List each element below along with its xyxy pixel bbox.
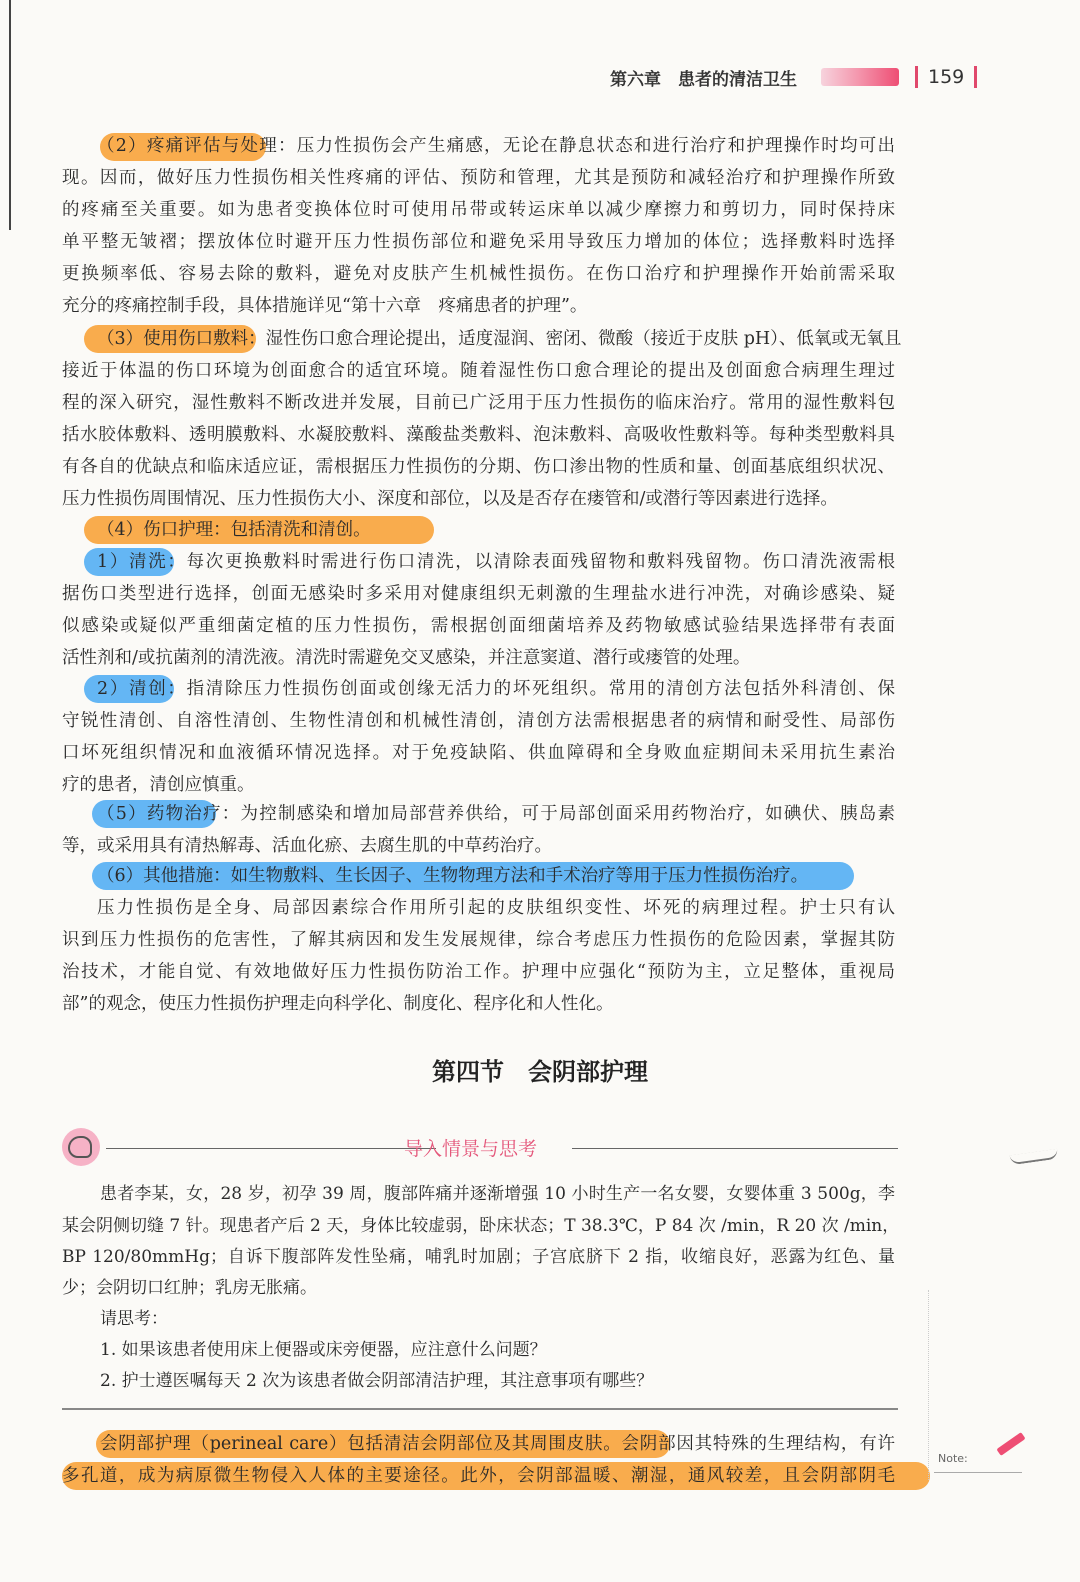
divider [572,1148,898,1149]
header-divider [915,66,918,88]
pen-stroke [1010,1149,1059,1166]
body-line: 括水胶体敷料、透明膜敷料、水凝胶敷料、藻酸盐类敷料、泡沫敷料、高吸收性敷料等。每种类型敷料具 [62,425,895,445]
body-line: 接近于体温的伤口环境为创面愈合的适宜环境。随着湿性伤口愈合理论的提出及创面愈合病理生理过 [62,361,895,381]
case-line: 少；会阴切口红肿；乳房无胀痛。 [62,1278,317,1298]
case-line: 患者李某，女，28 岁，初孕 39 周，腹部阵痛并逐渐增强 10 小时生产一名女婴，女婴体重 3 500g，李 [100,1184,895,1204]
divider [62,1408,898,1410]
header-divider [974,66,977,88]
body-line: （2）疼痛评估与处理：压力性损伤会产生痛感，无论在静息状态和进行治疗和护理操作时均可出 [97,136,895,156]
binding-line [9,0,11,230]
body-line: 据伤口类型进行选择，创面无感染时多采用对健康组织无刺激的生理盐水进行冲洗，对确诊感染、疑 [62,584,895,604]
body-line: 口坏死组织情况和血液循环情况选择。对于免疫缺陷、供血障碍和全身败血症期间未采用抗生素治 [62,743,895,763]
body-line: 治技术，才能自觉、有效地做好压力性损伤防治工作。护理中应强化“预防为主，立足整体，重视局 [62,962,895,982]
page-number: 159 [928,66,965,88]
body-line: 更换频率低、容易去除的敷料，避免对皮肤产生机械性损伤。在伤口治疗和护理操作开始前需采取 [62,264,895,284]
body-line: 单平整无皱褶；摆放体位时避开压力性损伤部位和避免采用导致压力增加的体位；选择敷料时选择 [62,232,895,252]
body-line: 会阴部护理（perineal care）包括清洁会阴部位及其周围皮肤。会阴部因其特殊的生理结构，有许 [100,1434,895,1454]
body-line: 的疼痛至关重要。如为患者变换体位时可使用吊带或转运床单以减少摩擦力和剪切力，同时保持床 [62,200,895,220]
body-line: 部”的观念，使压力性损伤护理走向科学化、制度化、程序化和人性化。 [62,994,614,1014]
page-header [610,62,977,92]
header-accent-bar [821,68,899,86]
case-question: 2. 护士遵医嘱每天 2 次为该患者做会阴部清洁护理，其注意事项有哪些？ [100,1371,654,1391]
body-line: 压力性损伤是全身、局部因素综合作用所引起的皮肤组织变性、坏死的病理过程。护士只有认 [97,898,895,918]
divider [106,1148,436,1149]
section-title: 第四节 会阴部护理 [432,1058,648,1086]
intro-label: 导入情景与思考 [404,1138,538,1160]
body-line: 疗的患者，清创应慎重。 [62,775,255,795]
body-line: （6）其他措施：如生物敷料、生长因子、生物物理方法和手术治疗等用于压力性损伤治疗。 [97,866,809,886]
pencil-icon [996,1432,1025,1456]
body-line: 压力性损伤周围情况、压力性损伤大小、深度和部位，以及是否存在瘘管和/或潜行等因素进行选择。 [62,489,838,509]
case-line: 某会阴侧切缝 7 针。现患者产后 2 天，身体比较虚弱，卧床状态；T 38.3℃，P 84 次 /min，R 20 次 /min， [62,1216,900,1236]
body-line: 2）清创：指清除压力性损伤创面或创缘无活力的坏死组织。常用的清创方法包括外科清创、保 [97,679,895,699]
note-line [934,1472,1022,1473]
body-line: 现。因而，做好压力性损伤相关性疼痛的评估、预防和管理，尤其是预防和减轻治疗和护理操作所致 [62,168,895,188]
margin-guide [928,1290,929,1480]
body-line: （4）伤口护理：包括清洗和清创。 [97,520,371,540]
body-line: 等，或采用具有清热解毒、活血化瘀、去腐生肌的中草药治疗。 [62,836,552,856]
body-line: （3）使用伤口敷料：湿性伤口愈合理论提出，适度湿润、密闭、微酸（接近于皮肤 pH）、低氧或无氧且 [97,329,902,349]
case-prompt: 请思考： [100,1309,168,1329]
note-label: Note: [938,1452,968,1465]
body-line: 多孔道，成为病原微生物侵入人体的主要途径。此外，会阴部温暖、潮湿，通风较差，且会阴部阴毛 [62,1466,895,1486]
body-line: 1）清洗：每次更换敷料时需进行伤口清洗，以清除表面残留物和敷料残留物。伤口清洗液需根 [97,552,895,572]
body-line: 活性剂和/或抗菌剂的清洗液。清洗时需避免交叉感染，并注意窦道、潜行或瘘管的处理。 [62,648,751,668]
chapter-title: 第六章 患者的清洁卫生 [610,69,797,90]
body-line: （5）药物治疗：为控制感染和增加局部营养供给，可于局部创面采用药物治疗，如碘伏、胰岛素 [97,804,895,824]
case-line: BP 120/80mmHg；自诉下腹部阵发性坠痛，哺乳时加剧；子宫底脐下 2 指，收缩良好，恶露为红色、量 [62,1247,895,1267]
body-line: 似感染或疑似严重细菌定植的压力性损伤，需根据创面细菌培养及药物敏感试验结果选择带有表面 [62,616,895,636]
body-line: 守锐性清创、自溶性清创、生物性清创和机械性清创，清创方法需根据患者的病情和耐受性、局部伤 [62,711,895,731]
body-line: 有各自的优缺点和临床适应证，需根据压力性损伤的分期、伤口渗出物的性质和量、创面基底组织状况、 [62,457,895,477]
intro-banner [62,1128,898,1170]
body-line: 程的深入研究，湿性敷料不断改进并发展，目前已广泛用于压力性损伤的临床治疗。常用的湿性敷料包 [62,393,895,413]
case-question: 1. 如果该患者使用床上便器或床旁便器，应注意什么问题？ [100,1340,547,1360]
body-line: 充分的疼痛控制手段，具体措施详见“第十六章 疼痛患者的护理”。 [62,296,588,316]
body-line: 识到压力性损伤的危害性，了解其病因和发生发展规律，综合考虑压力性损伤的危险因素，掌握其防 [62,930,895,950]
head-profile-icon [62,1128,100,1166]
